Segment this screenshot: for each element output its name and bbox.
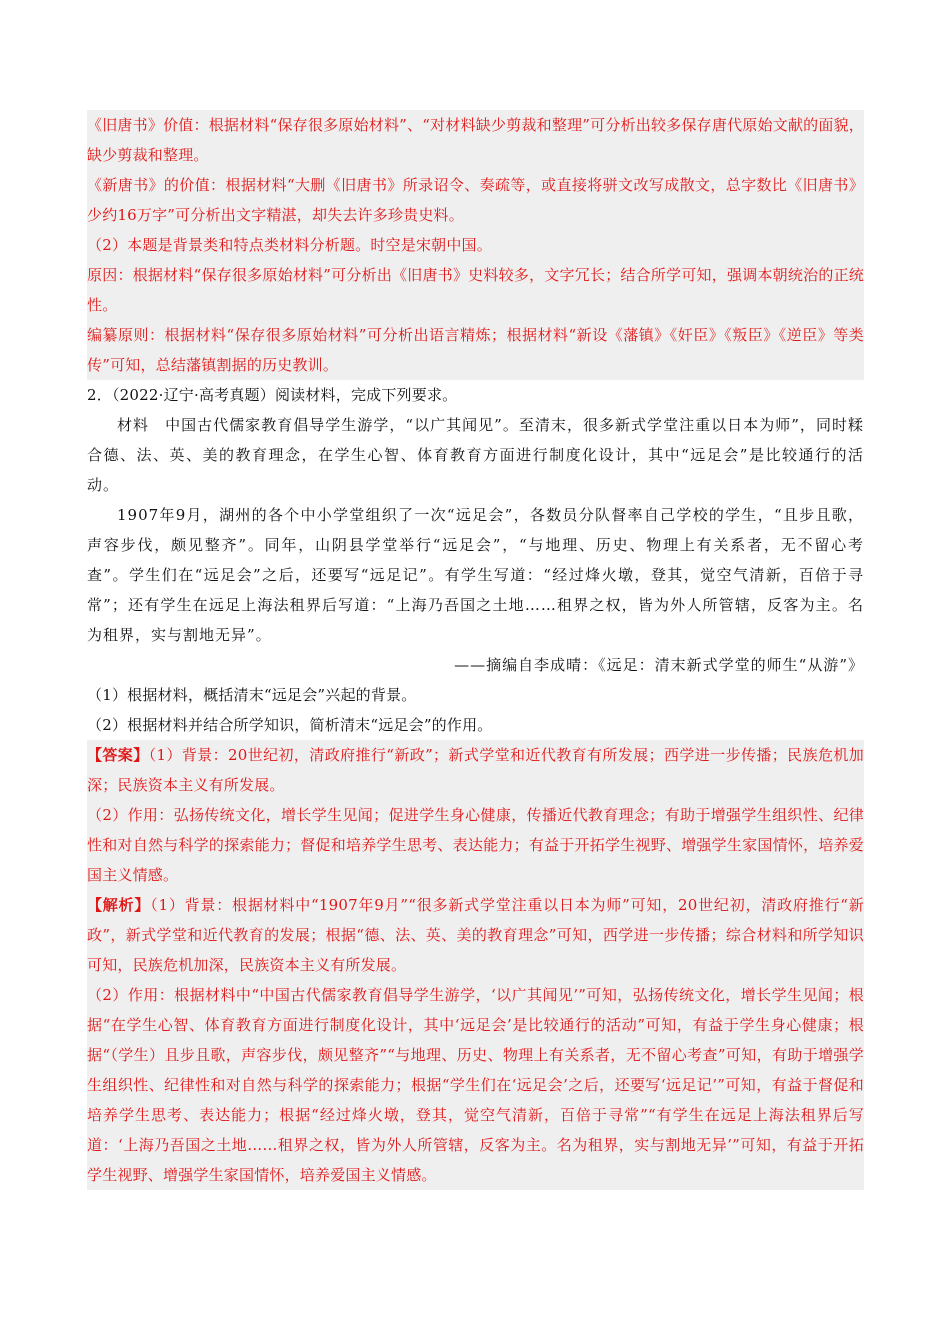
analysis-text: （1）背景：根据材料中“1907年9月”“很多新式学堂注重以日本为师”可知，20世纪初，清政府推行“新政”，新式学堂和近代教育的发展；根据“德、法、英、美的教育理念”可知，西学进一步传播；综合材料和所学知识可知，民族危机加深，民族资本主义有所发展。 <box>87 896 864 974</box>
question-block <box>87 380 864 740</box>
answer-paragraph: （2）本题是背景类和特点类材料分析题。时空是宋朝中国。 <box>87 236 492 254</box>
material-paragraph: 1907年9月，湖州的各个中小学堂组织了一次“远足会”，各数员分队督率自己学校的学生，“且步且歌，声容步伐，颇见整齐”。同年，山阴县学堂举行“远足会”，“与地理、历史、物理上有关系者，无不留心考查”。学生们在“远足会”之后，还要写“远足记”。有学生写道：“经过烽火墩，登其，觉空气清新，百倍于寻常”；还有学生在远足上海法租界后写道：“上海乃吾国之土地……租界之权，皆为外人所管辖，反客为主。名为租界，实与割地无异”。 <box>87 506 864 644</box>
sub-question: （1）根据材料，概括清末“远足会”兴起的背景。 <box>87 686 417 704</box>
analysis-paragraph: （2）作用：根据材料中“中国古代儒家教育倡导学生游学，‘以广其闻见’”可知，弘扬传统文化，增长学生见闻；根据“在学生心智、体育教育方面进行制度化设计，其中‘远足会’是比较通行的活动”可知，有益于学生身心健康；根据“（学生）且步且歌，声容步伐，颇见整齐”“与地理、历史、物理上有关系者，无不留心考查”可知，有助于增强学生组织性、纪律性和对自然与科学的探索能力；根据“学生们在‘远足会’之后，还要写‘远足记’”可知，有益于督促和培养学生思考、表达能力；根据“经过烽火墩，登其，觉空气清新，百倍于寻常”“有学生在远足上海法租界后写道：‘上海乃吾国之土地……租界之权，皆为外人所管辖，反客为主。名为租界，实与割地无异’”可知，有益于开拓学生视野、增强学生家国情怀，培养爱国主义情感。 <box>87 986 864 1184</box>
question-header: 2．（2022·辽宁·高考真题）阅读材料，完成下列要求。 <box>87 386 458 404</box>
analysis-label: 【解析】 <box>87 896 151 914</box>
answer-block <box>87 740 864 1190</box>
answer-text: （1）背景：20世纪初，清政府推行“新政”；新式学堂和近代教育有所发展；西学进一步传播；民族危机加深；民族资本主义有所发展。 <box>87 746 864 794</box>
answer-paragraph: 编纂原则：根据材料“保存很多原始材料”可分析出语言精炼；根据材料“新设《藩镇》《奸臣》《叛臣》《逆臣》等类传”可知，总结藩镇割据的历史教训。 <box>87 326 864 374</box>
answer-label: 【答案】 <box>87 746 149 764</box>
answer-paragraph: 《旧唐书》价值：根据材料“保存很多原始材料”、“对材料缺少剪裁和整理”可分析出较多保存唐代原始文献的面貌，缺少剪裁和整理。 <box>87 116 864 164</box>
material-source: ——摘编自李成晴：《远足：清末新式学堂的师生“从游”》 <box>454 656 864 674</box>
answer-paragraph: （2）作用：弘扬传统文化，增长学生见闻；促进学生身心健康，传播近代教育理念；有助于增强学生组织性、纪律性和对自然与科学的探索能力；督促和培养学生思考、表达能力；有益于开拓学生视野、增强学生家国情怀，培养爱国主义情感。 <box>87 806 864 884</box>
analysis-paragraph <box>87 890 864 980</box>
material-paragraph: 材料 中国古代儒家教育倡导学生游学，“以广其闻见”。至清末，很多新式学堂注重以日本为师”，同时糅合德、法、英、美的教育理念，在学生心智、体育教育方面进行制度化设计，其中“远足会”是比较通行的活动。 <box>87 416 864 494</box>
sub-question: （2）根据材料并结合所学知识，简析清末“远足会”的作用。 <box>87 716 493 734</box>
answer-paragraph: 《新唐书》的价值：根据材料“大删《旧唐书》所录诏令、奏疏等，或直接将骈文改写成散文，总字数比《旧唐书》少约16万字”可分析出文字精湛，却失去许多珍贵史料。 <box>87 176 864 224</box>
document-page <box>87 110 864 1190</box>
answer-paragraph <box>87 740 864 800</box>
previous-answer-block <box>87 110 864 380</box>
answer-paragraph: 原因：根据材料“保存很多原始材料”可分析出《旧唐书》史料较多，文字冗长；结合所学可知，强调本朝统治的正统性。 <box>87 266 864 314</box>
